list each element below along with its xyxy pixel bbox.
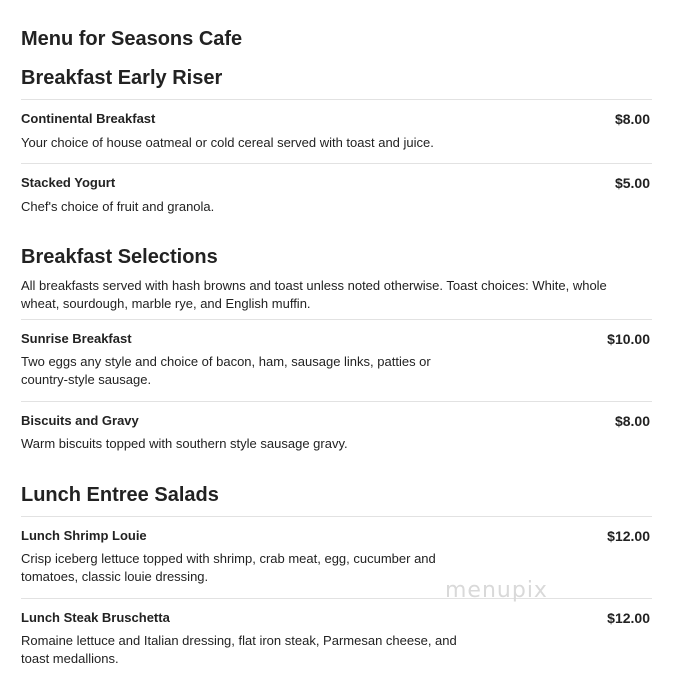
divider (21, 516, 652, 517)
divider (21, 163, 652, 164)
menu-item-name: Lunch Shrimp Louie (21, 528, 147, 543)
section-title-breakfast-early-riser: Breakfast Early Riser (21, 67, 223, 89)
divider (21, 401, 652, 402)
divider (21, 99, 652, 100)
menu-item-price: $12.00 (607, 528, 650, 544)
menu-item-description: Two eggs any style and choice of bacon, ham, sausage links, patties or country-style sausage. (21, 354, 431, 387)
menu-item-description: Romaine lettuce and Italian dressing, flat iron steak, Parmesan cheese, and toast medallions. (21, 633, 457, 666)
menu-item-price: $8.00 (614, 413, 650, 429)
divider (21, 319, 652, 320)
section-title-lunch-entree-salads: Lunch Entree Salads (21, 484, 219, 506)
menu-item-description: Warm biscuits topped with southern style sausage gravy. (21, 436, 348, 451)
menu-item-description: Chef's choice of fruit and granola. (21, 199, 215, 214)
menu-item-price: $5.00 (614, 175, 650, 191)
menu-item-name: Continental Breakfast (21, 111, 156, 126)
menu-item-price: $12.00 (607, 610, 650, 626)
menupix-watermark: menupix (445, 578, 548, 603)
menu-item-name: Stacked Yogurt (21, 175, 116, 190)
menu-item-description: Your choice of house oatmeal or cold cereal served with toast and juice. (21, 135, 434, 150)
section-description: All breakfasts served with hash browns and toast unless noted otherwise. Toast choices: White, whole wheat, sourdough, marble rye, and English muffin. (21, 278, 607, 311)
section-title-breakfast-selections: Breakfast Selections (21, 246, 218, 268)
menu-item-description: Crisp iceberg lettuce topped with shrimp, crab meat, egg, cucumber and tomatoes, classic louie dressing. (21, 551, 436, 584)
menu-item-price: $8.00 (614, 111, 650, 127)
menu-item-name: Lunch Steak Bruschetta (21, 610, 170, 625)
menu-item-name: Sunrise Breakfast (21, 331, 132, 346)
menu-item-price: $10.00 (607, 331, 650, 347)
menu-item-name: Biscuits and Gravy (21, 413, 139, 428)
divider (21, 598, 652, 599)
page-title: Menu for Seasons Cafe (21, 28, 243, 50)
